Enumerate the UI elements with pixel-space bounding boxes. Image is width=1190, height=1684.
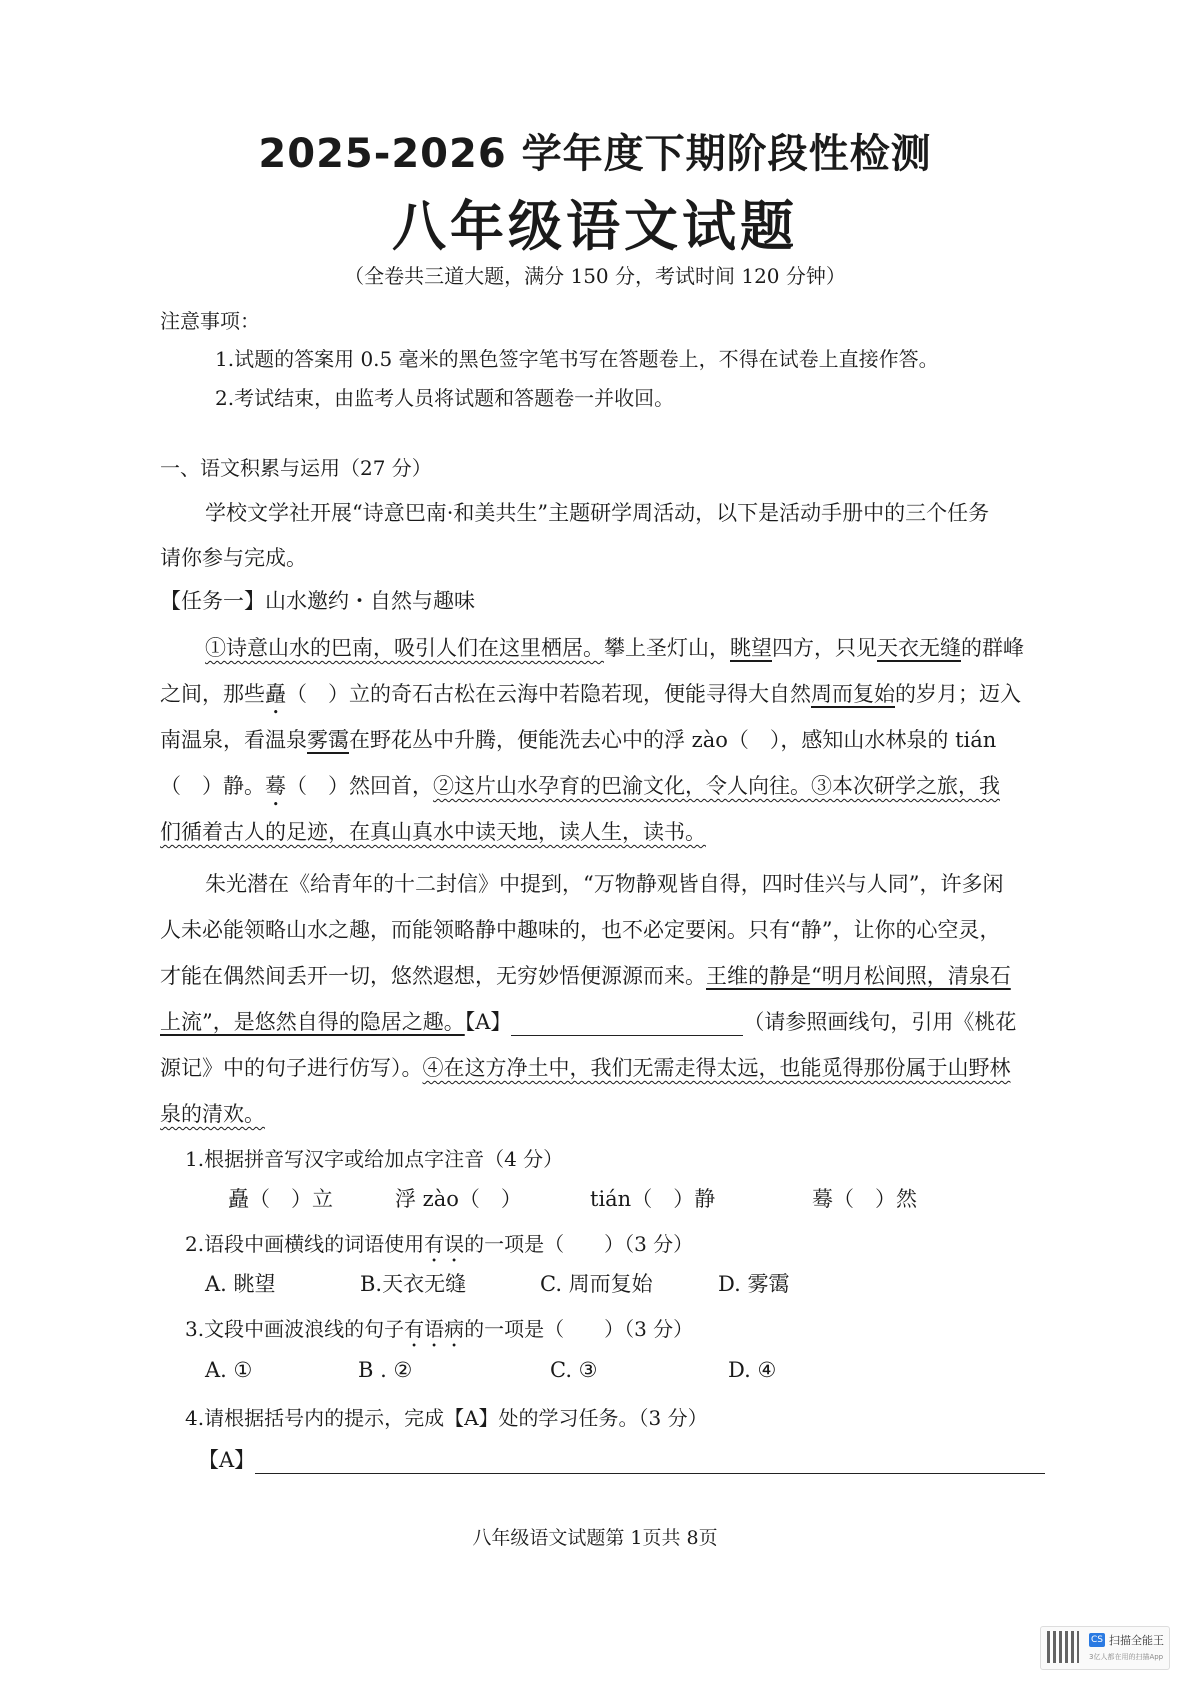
para2-line2: 人未必能领略山水之趣，而能领略静中趣味的，也不必定要闲。只有“静”，让你的心空灵， (160, 918, 1001, 942)
question-4: 4.请根据括号内的提示，完成【A】处的学习任务。（3 分） (185, 1406, 708, 1430)
para2-line6 (160, 1098, 1060, 1128)
exam-title-year: 2025-2026 学年度下期阶段性检测 (258, 131, 932, 177)
q3-option-b[interactable]: B . ② (358, 1358, 413, 1382)
blank-label-a: 【A】 (198, 1448, 256, 1472)
text: （ ）立的奇石古松在云海中若隐若现，便能寻得大自然 (286, 682, 811, 706)
question-1: 1.根据拼音写汉字或给加点字注音（4 分） (185, 1147, 564, 1171)
exam-subtitle: （全卷共三道大题，满分 150 分，考试时间 120 分钟） (344, 264, 846, 288)
text: 在野花丛中升腾，便能洗去心中的浮 zào（ ），感知山水林泉的 tián (349, 728, 997, 752)
text: 四方，只见 (772, 636, 877, 660)
model-sentence-cont: 上流”，是悠然自得的隐居之趣。 (160, 1010, 465, 1034)
underlined-word-tianyiwufeng: 天衣无缝 (877, 636, 961, 660)
dotted-char-mo: 蓦 (265, 774, 286, 798)
text: 攀上圣灯山， (604, 636, 730, 660)
scanner-watermark (1040, 1626, 1170, 1670)
text: 3.文段中画波浪线的句子 (185, 1317, 405, 1341)
emphasis-text: 有语病 (404, 1317, 465, 1341)
underlined-word-tiaowang: 眺望 (730, 636, 772, 660)
section1-intro-line1: 学校文学社开展“诗意巴南·和美共生”主题研学周活动，以下是活动手册中的三个任务 (205, 501, 990, 525)
para2-line3 (160, 960, 1060, 990)
q2-option-d[interactable]: D. 雾霭 (718, 1272, 790, 1296)
text: 的岁月；迈入 (895, 682, 1021, 706)
q4-answer-row (198, 1444, 1045, 1474)
wavy-sentence-4-cont: 泉的清欢。 (160, 1102, 265, 1126)
notes-item-1: 1.试题的答案用 0.5 毫米的黑色签字笔书写在答题卷上，不得在试卷上直接作答。 (215, 347, 939, 371)
para2-line5 (160, 1052, 1060, 1082)
question-2 (185, 1228, 693, 1267)
model-sentence: 王维的静是“明月松间照，清泉石 (706, 964, 1011, 988)
notes-heading: 注意事项： (160, 309, 260, 333)
underlined-word-wuai: 雾霭 (307, 728, 349, 752)
text: 源记》中的句子进行仿写）。 (160, 1056, 423, 1080)
dotted-char-chu: 矗 (265, 682, 286, 706)
para1-line5 (160, 816, 1060, 846)
text: 之间，那些 (160, 682, 265, 706)
para1-line1 (205, 632, 1105, 662)
text: （ ）然回首， (286, 774, 433, 798)
wavy-sentence-3: ③本次研学之旅，我 (811, 774, 1000, 798)
q3-option-d[interactable]: D. ④ (728, 1358, 777, 1382)
scanner-tagline: 3亿人都在用的扫描App (1089, 1653, 1164, 1661)
text: 南温泉，看温泉 (160, 728, 307, 752)
underlined-word-zhouerfushi: 周而复始 (811, 682, 895, 706)
text: 的一项是（ ）（3 分） (464, 1232, 694, 1256)
wavy-sentence-2: ②这片山水孕育的巴渝文化，令人向往。 (433, 774, 811, 798)
question-3 (185, 1313, 693, 1352)
para1-line3 (160, 724, 1060, 754)
q3-option-a[interactable]: A. ① (205, 1358, 253, 1382)
text: 才能在偶然间丢开一切，悠然遐想，无穷妙悟便源源而来。 (160, 964, 706, 988)
wavy-sentence-4: ④在这方净土中，我们无需走得太远，也能觅得那份属于山野林 (422, 1056, 1011, 1080)
emphasis-text: 有误 (424, 1232, 465, 1256)
section1-heading: 一、语文积累与运用（27 分） (160, 456, 432, 480)
camscanner-logo-icon: CS (1091, 1635, 1103, 1645)
text: （ ）静。 (160, 774, 265, 798)
q4-answer-blank[interactable] (255, 1451, 1045, 1474)
para1-line2 (160, 678, 1060, 719)
answer-blank-a[interactable] (511, 1013, 743, 1036)
q2-option-c[interactable]: C. 周而复始 (540, 1272, 653, 1296)
exam-title-main: 八年级语文试题 (392, 195, 798, 258)
scanner-app-name: 扫描全能王 (1109, 1634, 1164, 1647)
blank-label-a: 【A】 (464, 1010, 512, 1034)
para1-line4 (160, 770, 1060, 811)
q1-item-4[interactable]: 蓦（ ）然 (812, 1187, 917, 1211)
text: 2.语段中画横线的词语使用 (185, 1232, 425, 1256)
para2-line1: 朱光潜在《给青年的十二封信》中提到，“万物静观皆自得，四时佳兴与人同”，许多闲 (205, 872, 1004, 896)
q2-option-a[interactable]: A. 眺望 (205, 1272, 276, 1296)
qr-code-icon (1047, 1631, 1079, 1663)
text: 的群峰 (961, 636, 1024, 660)
text: （请参照画线句，引用《桃花 (743, 1010, 1017, 1034)
text: 的一项是（ ）（3 分） (464, 1317, 694, 1341)
page-footer: 八年级语文试题第 1页共 8页 (472, 1527, 718, 1549)
notes-item-2: 2.考试结束，由监考人员将试题和答题卷一并收回。 (215, 386, 675, 410)
q2-option-b[interactable]: B.天衣无缝 (360, 1272, 467, 1296)
q3-option-c[interactable]: C. ③ (550, 1358, 598, 1382)
para2-line4 (160, 1006, 1060, 1036)
wavy-sentence-3-cont: 们循着古人的足迹，在真山真水中读天地，读人生，读书。 (160, 820, 706, 844)
q1-item-1[interactable]: 矗（ ）立 (228, 1187, 333, 1211)
section1-intro-line2: 请你参与完成。 (160, 546, 307, 570)
q1-item-3[interactable]: tián（ ）静 (590, 1187, 716, 1211)
task1-heading: 【任务一】山水邀约・自然与趣味 (160, 589, 475, 613)
q1-item-2[interactable]: 浮 zào（ ） (395, 1187, 522, 1211)
wavy-sentence-1: ①诗意山水的巴南，吸引人们在这里栖居。 (205, 636, 604, 660)
